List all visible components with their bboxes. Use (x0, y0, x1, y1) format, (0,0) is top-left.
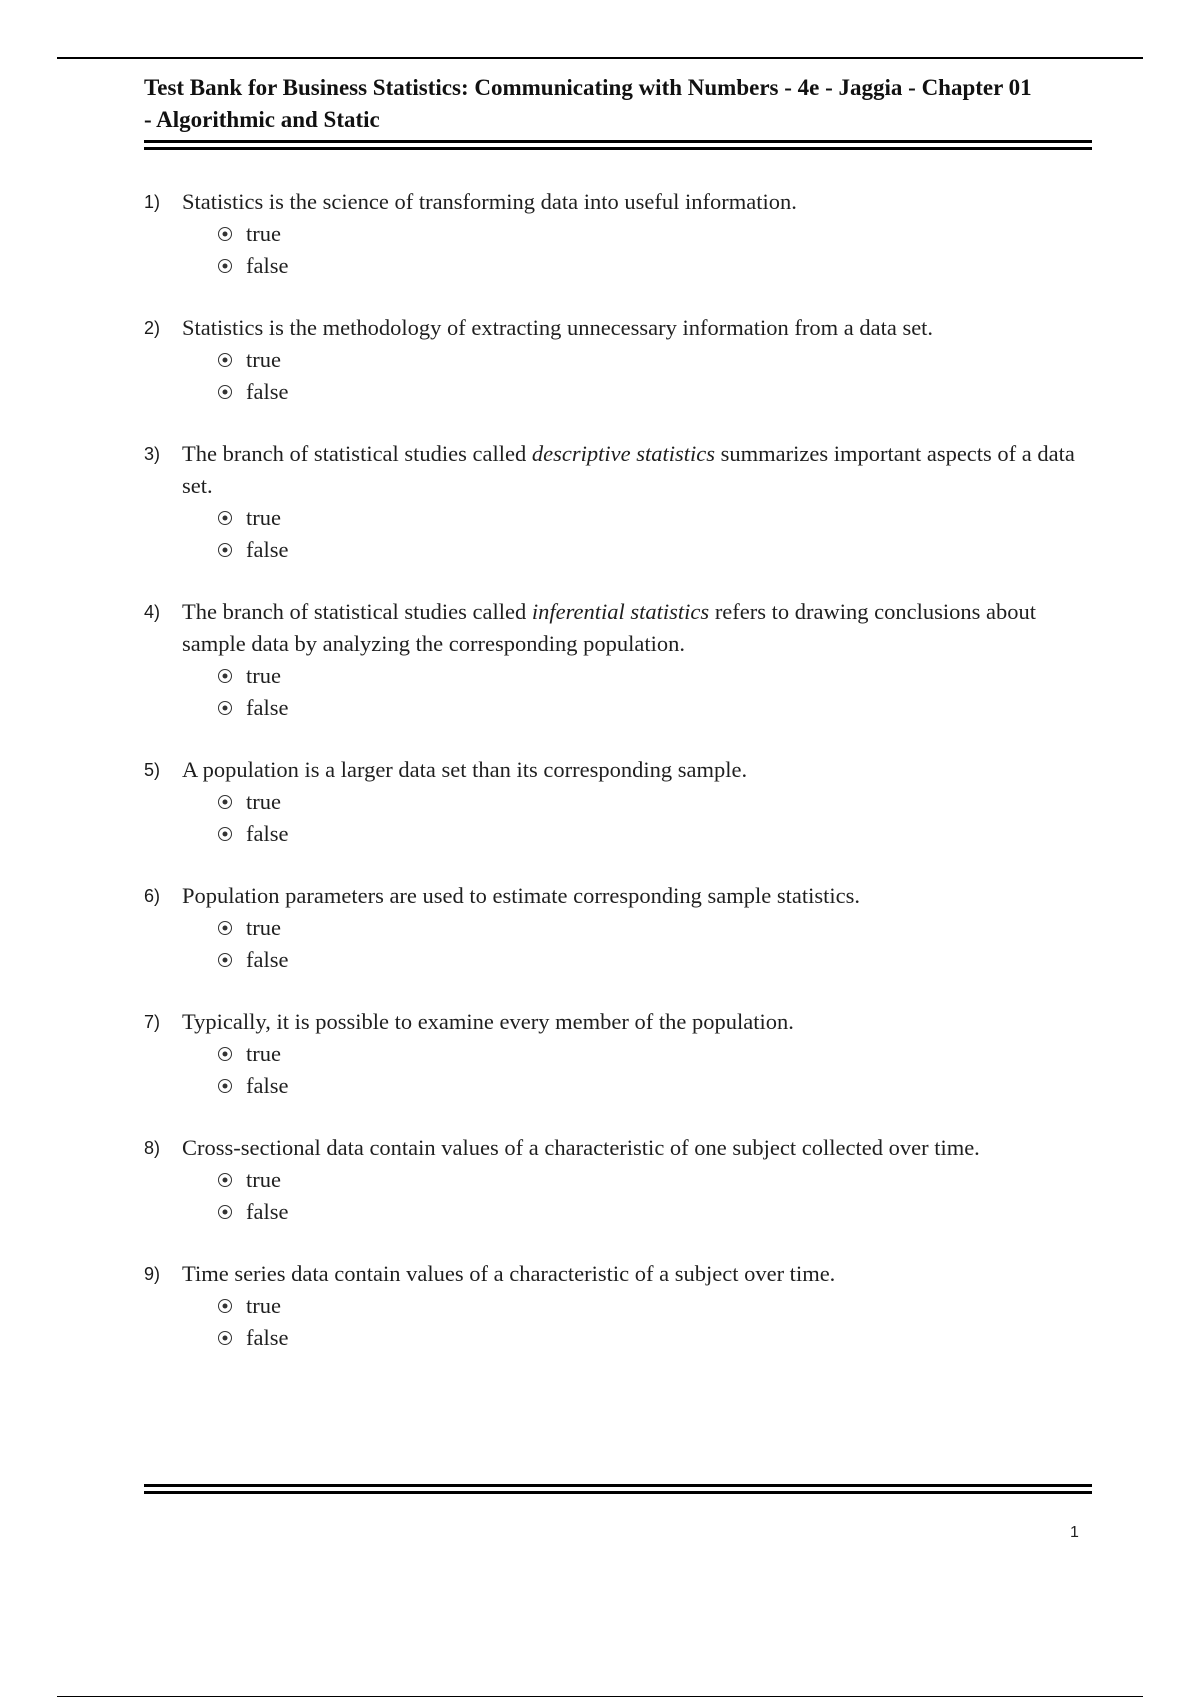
option-label: true (246, 1293, 281, 1318)
option-false[interactable] (218, 692, 1094, 724)
radio-icon[interactable] (218, 827, 232, 841)
footer-double-rule (144, 1484, 1092, 1494)
option-label: true (246, 347, 281, 372)
option-false[interactable] (218, 1322, 1094, 1354)
emphasized-term: inferential statistics (531, 599, 710, 624)
option-false[interactable] (218, 944, 1094, 976)
question-list (144, 186, 1094, 1384)
question-6 (144, 880, 1094, 976)
radio-icon[interactable] (218, 795, 232, 809)
radio-icon[interactable] (218, 353, 232, 367)
option-label: true (246, 789, 281, 814)
radio-icon[interactable] (218, 511, 232, 525)
radio-icon[interactable] (218, 953, 232, 967)
question-text: Typically, it is possible to examine every member of the population. (182, 1009, 794, 1034)
option-label: false (246, 1073, 289, 1098)
text-part: refers to drawing conclusions about sample data by analyzing the corresponding population. (182, 599, 1036, 656)
question-text: A population is a larger data set than its corresponding sample. (182, 757, 748, 782)
top-rule (57, 57, 1143, 59)
radio-icon[interactable] (218, 1205, 232, 1219)
option-true[interactable] (218, 1164, 1094, 1196)
radio-icon[interactable] (218, 1079, 232, 1093)
question-9 (144, 1258, 1094, 1354)
question-5 (144, 754, 1094, 850)
question-3 (144, 438, 1094, 566)
bottom-rule (57, 1696, 1143, 1697)
question-7 (144, 1006, 1094, 1102)
option-label: true (246, 221, 281, 246)
question-number: 8) (144, 1138, 161, 1158)
option-label: false (246, 1199, 289, 1224)
option-true[interactable] (218, 660, 1094, 692)
radio-icon[interactable] (218, 543, 232, 557)
radio-icon[interactable] (218, 1173, 232, 1187)
question-number: 3) (144, 444, 161, 464)
question-text (182, 438, 1094, 502)
question-4 (144, 596, 1094, 724)
question-number: 5) (144, 760, 161, 780)
option-label: false (246, 253, 289, 278)
option-label: false (246, 821, 289, 846)
option-label: true (246, 1041, 281, 1066)
option-false[interactable] (218, 1070, 1094, 1102)
option-label: false (246, 947, 289, 972)
question-text: Population parameters are used to estimate corresponding sample statistics. (182, 883, 860, 908)
question-1 (144, 186, 1094, 282)
question-text: Cross-sectional data contain values of a characteristic of one subject collected over time. (182, 1135, 980, 1160)
radio-icon[interactable] (218, 669, 232, 683)
option-false[interactable] (218, 534, 1094, 566)
question-number: 9) (144, 1264, 161, 1284)
question-text: Time series data contain values of a characteristic of a subject over time. (182, 1261, 836, 1286)
question-2 (144, 312, 1094, 408)
question-text: Statistics is the science of transforming data into useful information. (182, 189, 797, 214)
option-label: true (246, 663, 281, 688)
option-true[interactable] (218, 912, 1094, 944)
radio-icon[interactable] (218, 921, 232, 935)
radio-icon[interactable] (218, 259, 232, 273)
option-label: false (246, 537, 289, 562)
option-false[interactable] (218, 1196, 1094, 1228)
option-label: false (246, 1325, 289, 1350)
text-part: summarizes important aspects of a data set. (182, 441, 1075, 498)
option-true[interactable] (218, 218, 1094, 250)
question-text: Statistics is the methodology of extracting unnecessary information from a data set. (182, 315, 934, 340)
question-number: 4) (144, 602, 161, 622)
option-true[interactable] (218, 1290, 1094, 1322)
radio-icon[interactable] (218, 1299, 232, 1313)
radio-icon[interactable] (218, 1331, 232, 1345)
question-8 (144, 1132, 1094, 1228)
option-label: true (246, 505, 281, 530)
option-true[interactable] (218, 1038, 1094, 1070)
question-number: 2) (144, 318, 161, 338)
option-false[interactable] (218, 376, 1094, 408)
question-text (182, 596, 1094, 660)
question-number: 7) (144, 1012, 161, 1032)
header-line-1: Test Bank for Business Statistics: Communicating with Numbers - 4e - Jaggia - Chapter 01 (144, 75, 1032, 100)
page-number: 1 (1070, 1524, 1079, 1541)
option-label: true (246, 1167, 281, 1192)
emphasized-term: descriptive statistics (531, 441, 715, 466)
radio-icon[interactable] (218, 701, 232, 715)
text-part: The branch of statistical studies called (182, 441, 532, 466)
radio-icon[interactable] (218, 227, 232, 241)
option-label: false (246, 379, 289, 404)
radio-icon[interactable] (218, 385, 232, 399)
header-double-rule (144, 140, 1092, 150)
text-part: The branch of statistical studies called (182, 599, 532, 624)
option-true[interactable] (218, 502, 1094, 534)
option-true[interactable] (218, 786, 1094, 818)
option-label: true (246, 915, 281, 940)
question-number: 1) (144, 192, 161, 212)
option-false[interactable] (218, 818, 1094, 850)
option-true[interactable] (218, 344, 1094, 376)
question-number: 6) (144, 886, 161, 906)
option-label: false (246, 695, 289, 720)
header-line-2: - Algorithmic and Static (144, 107, 380, 132)
document-header (144, 72, 1094, 136)
radio-icon[interactable] (218, 1047, 232, 1061)
option-false[interactable] (218, 250, 1094, 282)
